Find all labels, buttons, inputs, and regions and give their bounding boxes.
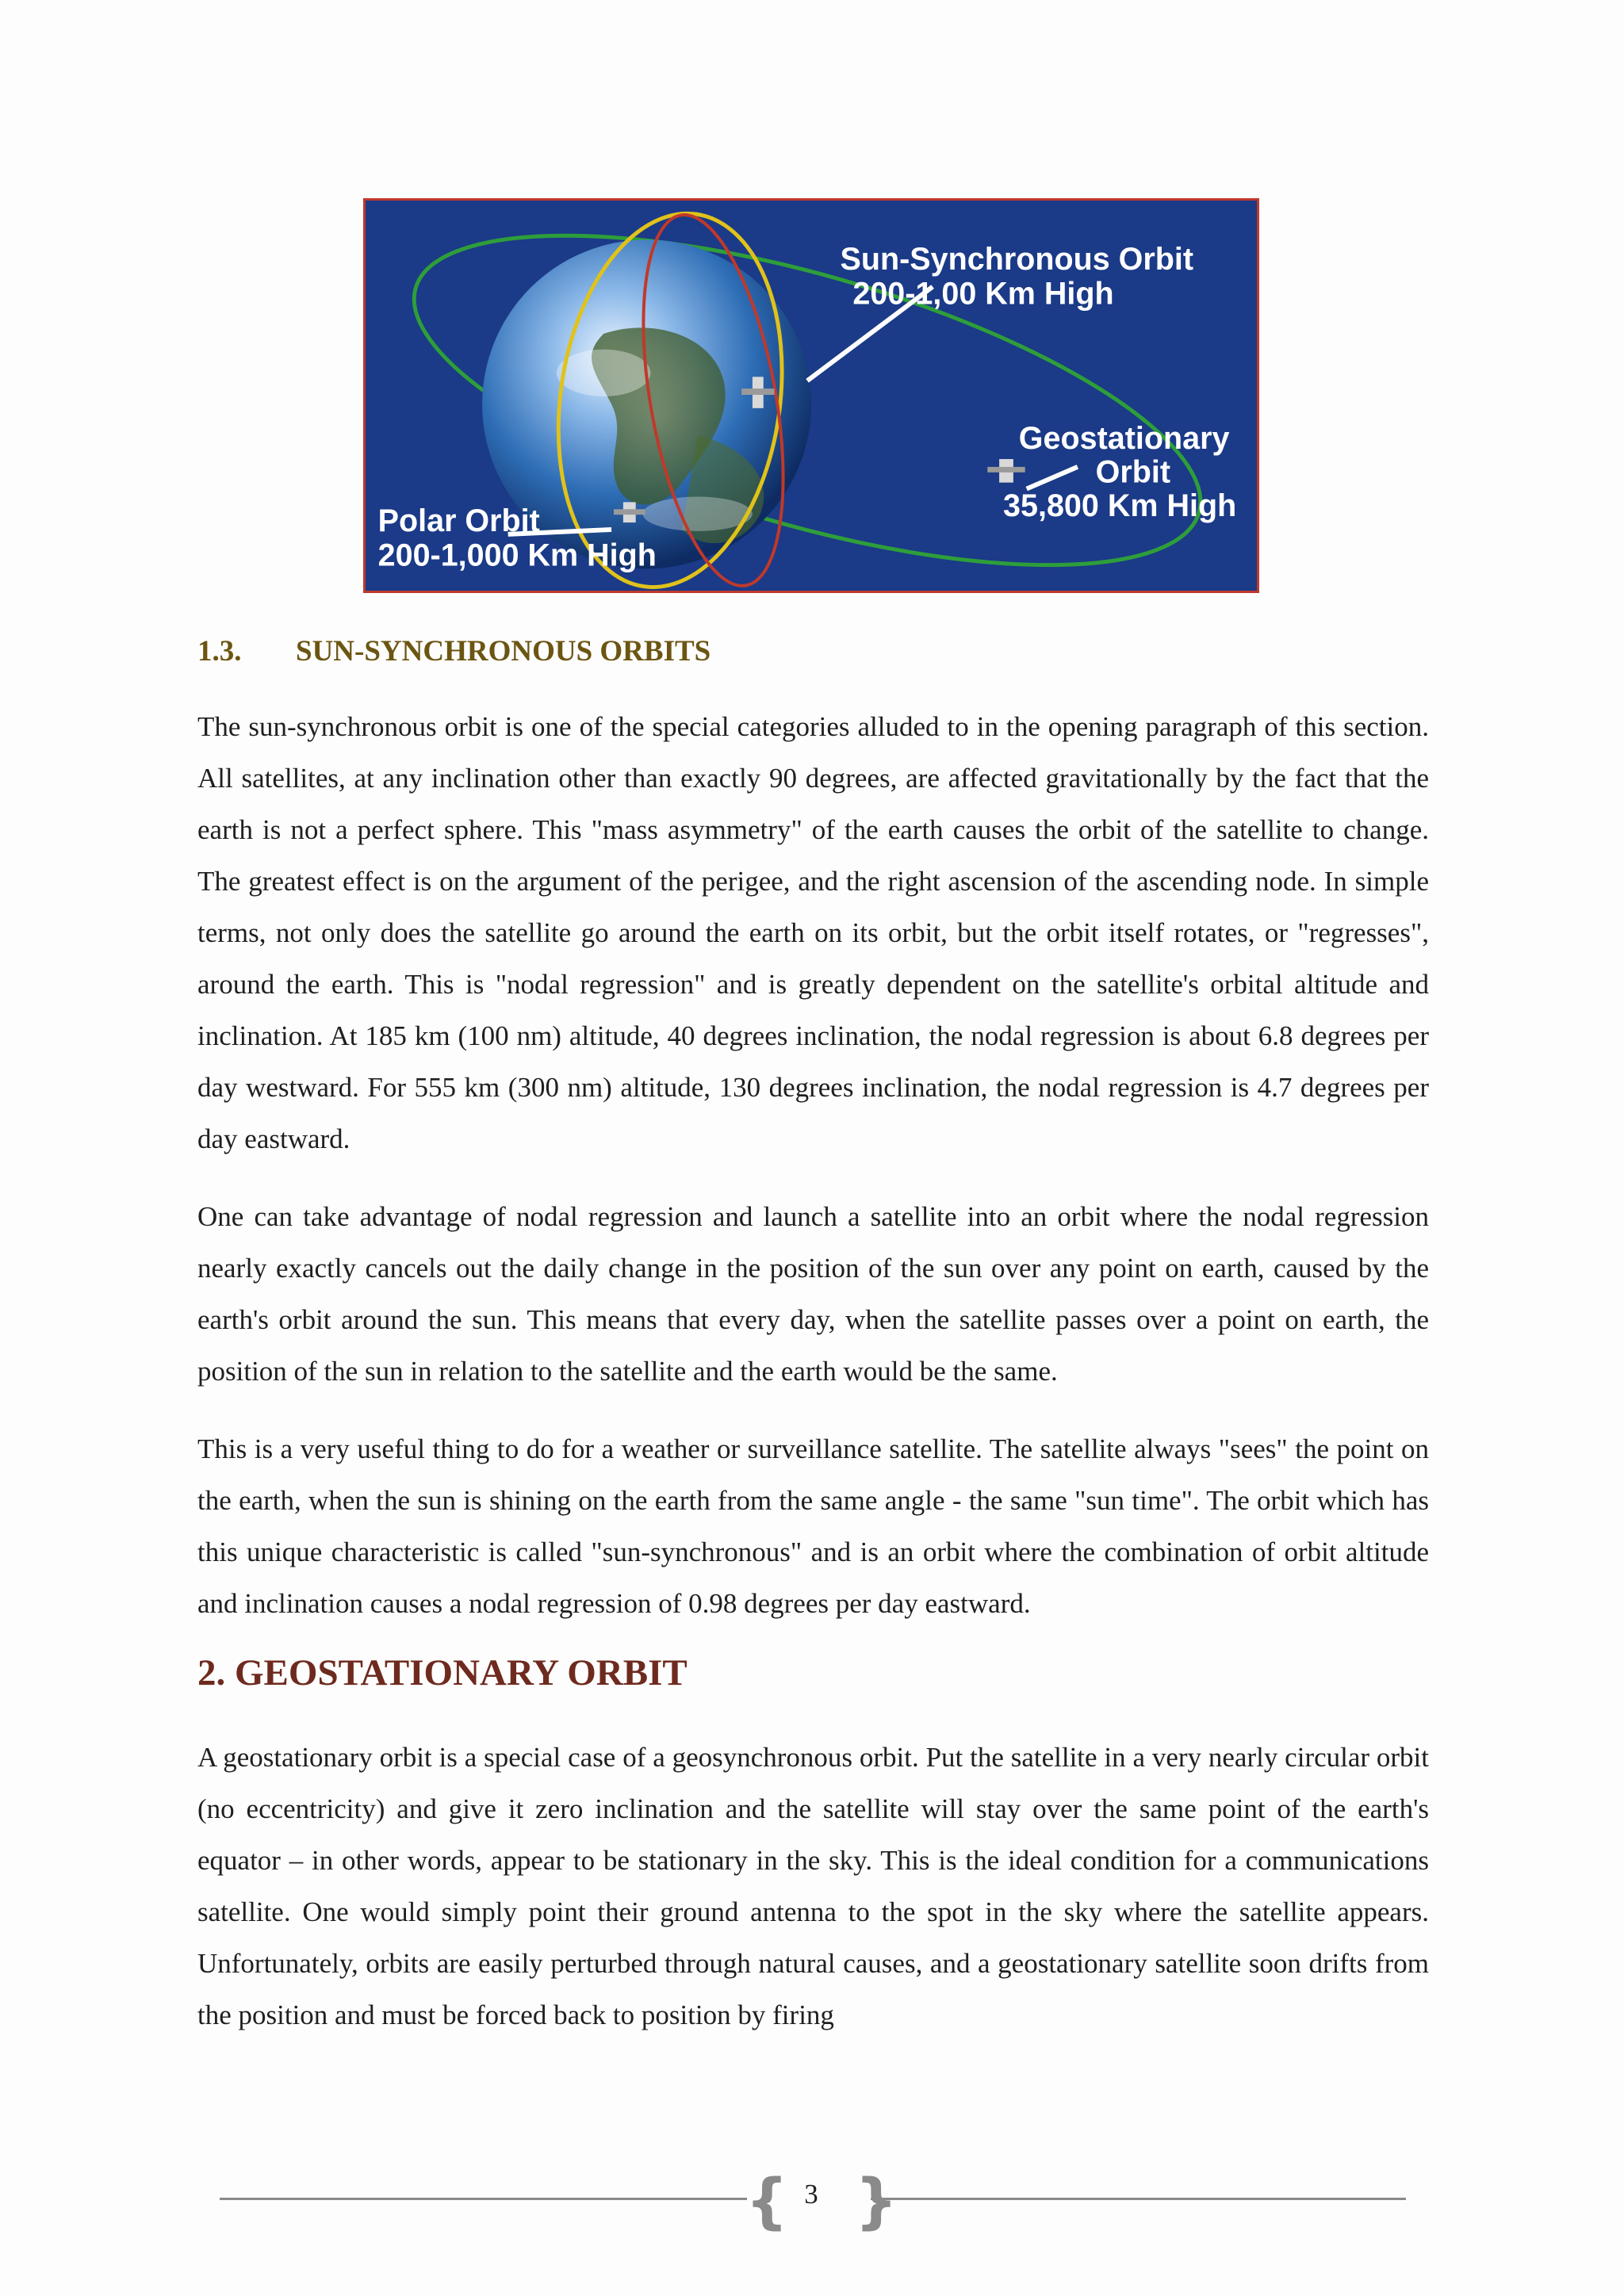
geo-title2-label: Orbit [1095, 454, 1170, 490]
geo-title-label: Geostationary [1018, 421, 1230, 457]
cloud-cover [557, 350, 651, 396]
cloud-cover-south [643, 496, 753, 530]
paragraph-sun-sync-intro: The sun-synchronous orbit is one of the special categories alluded to in the opening paragraph of this section. All satellites, at any inclination other than exactly 90 degrees, are affected gravitationally by the fact that the earth is not a perfect sphere. This "mass asymmetry" of the earth causes the orbit of the satellite to change. The greatest effect is on the argument of the perigee, and the right ascension of the ascending node. In simple terms, not only does the satellite go around the earth on its orbit, but the orbit itself rotates, or "regresses", around the earth. This is "nodal regression" and is greatly dependent on the satellite's orbital altitude and inclination. At 185 km (100 nm) altitude, 40 degrees inclination, the nodal regression is about 6.8 degrees per day westward. For 555 km (300 nm) altitude, 130 degrees inclination, the nodal regression is 4.7 degrees per day eastward. [197, 711, 1429, 1154]
sun-sync-altitude-label: 200-1,00 Km High [852, 276, 1114, 312]
polar-altitude-label: 200-1,000 Km High [377, 538, 657, 573]
section-heading-2: 2. GEOSTATIONARY ORBIT [197, 1652, 688, 1693]
sun-sync-title-label: Sun-Synchronous Orbit [840, 241, 1194, 277]
footer-rule-left [220, 2198, 747, 2200]
polar-title-label: Polar Orbit [377, 503, 540, 538]
section-heading-1-3 [197, 634, 710, 668]
paragraph-nodal-regression: One can take advantage of nodal regression and launch a satellite into an orbit where the nodal regression nearly exactly cancels out the daily change in the position of the sun over any point on earth, caused by the earth's orbit around the sun. This means that every day, when the satellite passes over a point on earth, the position of the sun in relation to the satellite and the earth would be the same. [197, 1201, 1429, 1387]
page-number: 3 [804, 2179, 818, 2210]
orbit-types-figure [363, 198, 1259, 593]
orbit-diagram [366, 201, 1257, 591]
footer-right-bracket: } [855, 2165, 898, 2236]
footer-rule-right [871, 2198, 1406, 2200]
section-number: 1.3. [197, 635, 242, 668]
paragraph-geostationary: A geostationary orbit is a special case of a geosynchronous orbit. Put the satellite in a very nearly circular orbit (no eccentricity) and give it zero inclination and the satellite will stay over the same point of the earth's equator – in other words, appear to be stationary in the sky. This is the ideal condition for a communications satellite. One would simply point their ground antenna to the spot in the sky where the satellite appears. Unfortunately, orbits are easily perturbed through natural causes, and a geostationary satellite soon drifts from the position and must be forced back to position by firing [197, 1742, 1429, 2030]
geo-altitude-label: 35,800 Km High [1003, 488, 1237, 524]
footer-left-bracket: { [745, 2165, 789, 2236]
paragraph-weather-satellite: This is a very useful thing to do for a weather or surveillance satellite. The satellite always "sees" the point on the earth, when the sun is shining on the earth from the same angle - the same "sun time". The orbit which has this unique characteristic is called "sun-synchronous" and is an orbit where the combination of orbit altitude and inclination causes a nodal regression of 0.98 degrees per day eastward. [197, 1433, 1429, 1619]
section-title: SUN-SYNCHRONOUS ORBITS [296, 635, 711, 668]
